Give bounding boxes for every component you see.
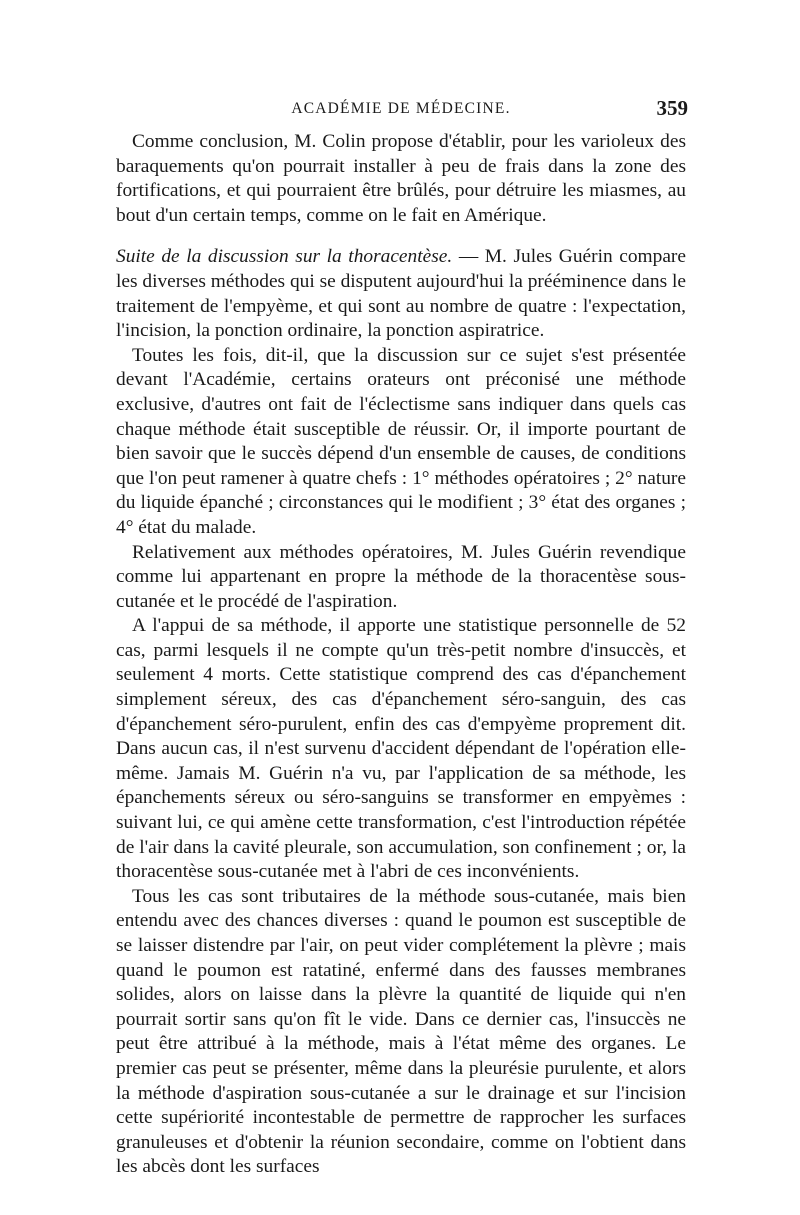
paragraph-discussion: Toutes les fois, dit-il, que la discussion sur ce sujet s'est présentée devant l'Académie, certains orateurs ont préconisé une méthode exclusive, d'autres ont fait de l'éclectisme sans indiquer dans quels cas chaque méthode était susceptible de réussir. Or, il importe pourtant de bien savoir que le succès dépend d'un ensemble de causes, de conditions que l'on peut ramener à quatre chefs : 1° méthodes opératoires ; 2° nature du liquide épanché ; circonstances qui le modifient ; 3° état des organes ; 4° état du malade. [116,344,686,538]
paragraph-text: — M. Jules Guérin compare les diverses méthodes qui se disputent aujourd'hui la prééminence dans le traitement de l'empyème, et qui sont au nombre de quatre : l'expectation, l'incision, la ponction ordinaire, la ponction aspiratrice. [116,246,686,342]
paragraph-cas: Tous les cas sont tributaires de la méthode sous-cutanée, mais bien entendu avec des chances diverses : quand le poumon est susceptible de se laisser distendre par l'air, on peut vider complétement la plèvre ; mais quand le poumon est ratatiné, enfermé dans des fausses membranes solides, alors on laisse dans la plèvre la quantité de liquide qui n'en pourrait sortir sans qu'on fît le vide. Dans ce dernier cas, l'insuccès ne peut être attribué à la méthode, mais à l'état même des organes. Le premier cas peut se présenter, même dans la pleurésie purulente, et alors la méthode d'aspiration sous-cutanée a sur le drainage et sur l'incision cette supériorité incontestable de permettre de rapprocher les surfaces granuleuses et d'obtenir la réunion secondaire, comme on l'obtient dans les abcès dont les surfaces [116,885,686,1178]
paragraph-methodes: Relativement aux méthodes opératoires, M. Jules Guérin revendique comme lui appartenant en propre la méthode de la thoracentèse sous-cutanée et le procédé de l'aspiration. [116,541,686,612]
document-page [116,96,686,1180]
paragraph-statistique: A l'appui de sa méthode, il apporte une statistique personnelle de 52 cas, parmi lesquels il ne compte qu'un très-petit nombre d'insuccès, et seulement 4 morts. Cette statistique comprend des cas d'épanchement simplement séreux, des cas d'épanchement séro-sanguin, des cas d'épanchement séro-purulent, enfin des cas d'empyème proprement dit. Dans aucun cas, il n'est survenu d'accident dépendant de l'opération elle-même. Jamais M. Guérin n'a vu, par l'application de sa méthode, les épanchements séreux ou séro-sanguins se transformer en empyèmes : suivant lui, ce qui amène cette transformation, c'est l'introduction répétée de l'air dans la cavité pleurale, son accumulation, son confinement ; or, la thoracentèse sous-cutanée met à l'abri de ces inconvénients. [116,615,686,883]
running-header [116,96,686,126]
section-lead: Suite de la discussion sur la thoracentèse. [116,246,453,268]
running-title: ACADÉMIE DE MÉDECINE. [291,100,511,117]
paragraph-conclusion: Comme conclusion, M. Colin propose d'établir, pour les varioleux des baraquements qu'on pourrait installer à peu de frais dans la zone des fortifications, et qui pourraient être brûlés, pour détruire les miasmes, au bout d'un certain temps, comme on le fait en Amérique. [116,131,686,226]
paragraph-thoracentese-intro [116,245,686,343]
page-number: 359 [656,96,688,120]
